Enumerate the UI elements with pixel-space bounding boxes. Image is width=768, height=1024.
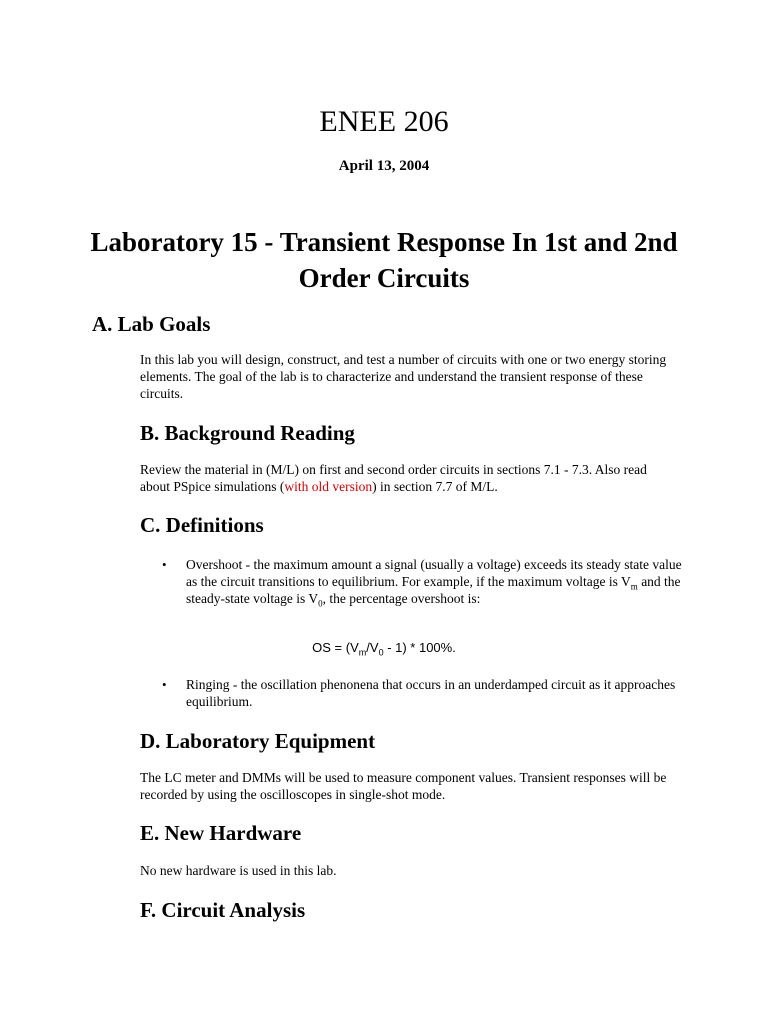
new-hardware-text: No new hardware is used in this lab. [140, 863, 337, 878]
section-heading-definitions: C. Definitions [140, 513, 264, 537]
document-date: April 13, 2004 [338, 158, 430, 174]
course-title: ENEE 206 [319, 105, 449, 138]
overshoot-text-1: Overshoot - the maximum amount a signal (usually a voltage) exceeds its steady state value as the circuit transitions to equilibrium. For example, if the maximum voltage is V [186, 557, 682, 589]
bullet-icon: • [162, 557, 167, 572]
overshoot-formula [0, 639, 768, 656]
formula-sub-0: 0 [378, 647, 384, 658]
section-heading-lab-goals: A. Lab Goals [92, 312, 211, 336]
formula-part-3: - 1) * 100%. [383, 640, 456, 655]
lab-goals-text: In this lab you will design, construct, and test a number of circuits with one or two energy storing elements. The goal of the lab is to characterize and understand the transient response of these circuits. [140, 352, 667, 401]
lab-title: Laboratory 15 - Transient Response In 1st and 2nd Order Circuits [90, 227, 678, 293]
background-reading-text [140, 461, 680, 495]
section-heading-new-hardware: E. New Hardware [140, 821, 302, 845]
section-heading-laboratory-equipment: D. Laboratory Equipment [140, 729, 376, 753]
section-heading-circuit-analysis: F. Circuit Analysis [140, 898, 306, 922]
formula-part-1: OS = (V [312, 640, 359, 655]
old-version-link[interactable]: with old version [284, 479, 373, 494]
definitions-list-2 [162, 676, 686, 710]
background-text-part2: ) in section 7.7 of M/L. [372, 479, 498, 494]
formula-sub-m: m [358, 647, 367, 658]
formula-part-2: /V [366, 640, 379, 655]
overshoot-text-3: , the percentage overshoot is: [322, 591, 481, 606]
overshoot-sub-m: m [630, 581, 638, 592]
laboratory-equipment-text: The LC meter and DMMs will be used to measure component values. Transient responses will be recorded by using the oscilloscopes in single-shot mode. [140, 770, 667, 802]
overshoot-text-2: and the steady-state voltage is V [186, 574, 681, 606]
ringing-text: Ringing - the oscillation phenonena that occurs in an underdamped circuit as it approaches equilibrium. [186, 677, 676, 709]
definition-overshoot [162, 556, 686, 609]
section-heading-background-reading: B. Background Reading [140, 421, 355, 445]
overshoot-sub-0: 0 [318, 598, 323, 609]
bullet-icon: • [162, 677, 167, 692]
definitions-list [162, 556, 686, 609]
background-text-part1: Review the material in (M/L) on first and second order circuits in sections 7.1 - 7.3. Also read about PSpice simulations ( [140, 462, 647, 494]
definition-ringing [162, 676, 686, 710]
